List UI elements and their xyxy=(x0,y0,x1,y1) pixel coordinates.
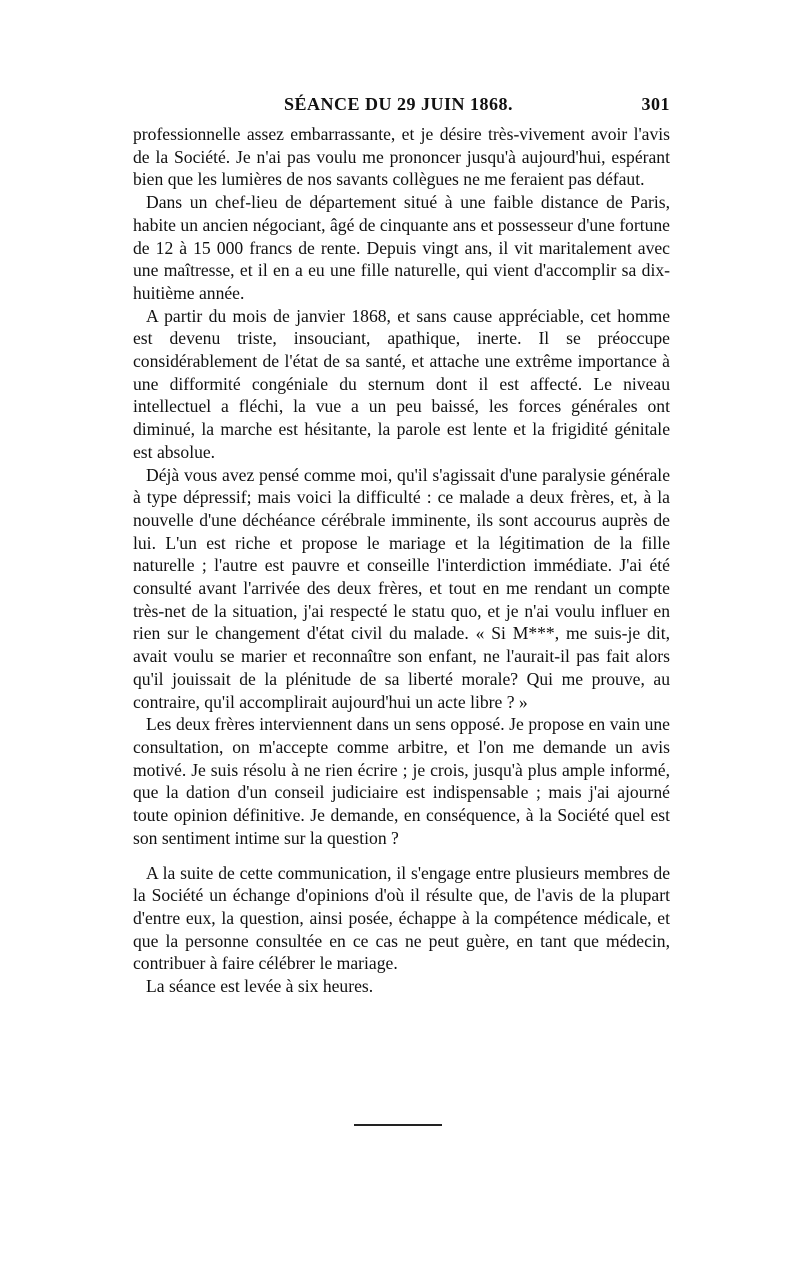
running-head xyxy=(132,94,670,116)
page-number: 301 xyxy=(641,94,670,114)
paragraph-discussion-summary: A la suite de cette communication, il s'engage entre plusieurs membres de la Société un échange d'opinions d'où il résulte que, de l'avis de la plupart d'entre eux, la question, ainsi posée, échappe à la compétence médicale, et que la personne consultée en ce cas ne peut guère, en tant que médecin, contribuer à faire célébrer le mariage. xyxy=(133,862,670,974)
paragraph-difficulty: Déjà vous avez pensé comme moi, qu'il s'agissait d'une paralysie générale à type dépressif; mais voici la difficulté : ce malade a deux frères, et, à la nouvelle d'une déchéance cérébrale imminente, ils sont accourus auprès de lui. L'un est riche et propose le mariage et la légitimation de la fille naturelle ; l'autre est pauvre et conseille l'interdiction immédiate. J'ai été consulté avant l'arrivée des deux frères, et tout en me rendant un compte très-net de la situation, j'ai respecté le statu quo, et je n'ai voulu influer en rien sur le changement d'état civil du malade. « Si M***, me suis-je dit, avait voulu se marier et reconnaître son enfant, ne l'aurait-il pas fait alors qu'il jouissait de la plénitude de sa liberté morale? Qui me prouve, au contraire, qu'il accomplirait aujourd'hui un acte libre ? » xyxy=(133,464,670,712)
paragraph-continuation: professionnelle assez embarrassante, et je désire très-vivement avoir l'avis de la Société. Je n'ai pas voulu me prononcer jusqu'à aujourd'hui, espérant bien que les lumières de nos savants collègues ne me feraient pas défaut. xyxy=(133,124,670,190)
paragraph-case-description: Dans un chef-lieu de département situé à une faible distance de Paris, habite un ancien négociant, âgé de cinquante ans et possesseur d'une fortune de 12 à 15 000 francs de rente. Depuis vingt ans, il vit maritalement avec une maîtresse, et il en a eu une fille naturelle, qui vient d'accomplir sa dix-huitième année. xyxy=(133,192,670,303)
paragraph-symptoms: A partir du mois de janvier 1868, et sans cause appréciable, cet homme est devenu triste, insouciant, apathique, inerte. Il se préoccupe considérablement de l'état de sa santé, et attache une extrême importance à une difformité congéniale du sternum dont il est affecté. Le niveau intellectuel a fléchi, la vue a un peu baissé, les forces générales ont diminué, la marche est hésitante, la parole est lente et la frigidité génitale est absolue. xyxy=(133,305,670,462)
running-title: SÉANCE DU 29 JUIN 1868. xyxy=(284,94,514,114)
section-divider-rule xyxy=(354,1124,442,1126)
paragraph-adjournment: La séance est levée à six heures. xyxy=(146,976,374,997)
paragraph-question: Les deux frères interviennent dans un sens opposé. Je propose en vain une consultation, on m'accepte comme arbitre, et l'on me demande un avis motivé. Je suis résolu à ne rien écrire ; je crois, jusqu'à plus ample informé, que la dation d'un conseil judiciaire est indispensable ; mais j'ai ajourné toute opinion définitive. Je demande, en conséquence, à la Société quel est son sentiment intime sur la question ? xyxy=(133,714,670,848)
body-text xyxy=(133,123,670,998)
